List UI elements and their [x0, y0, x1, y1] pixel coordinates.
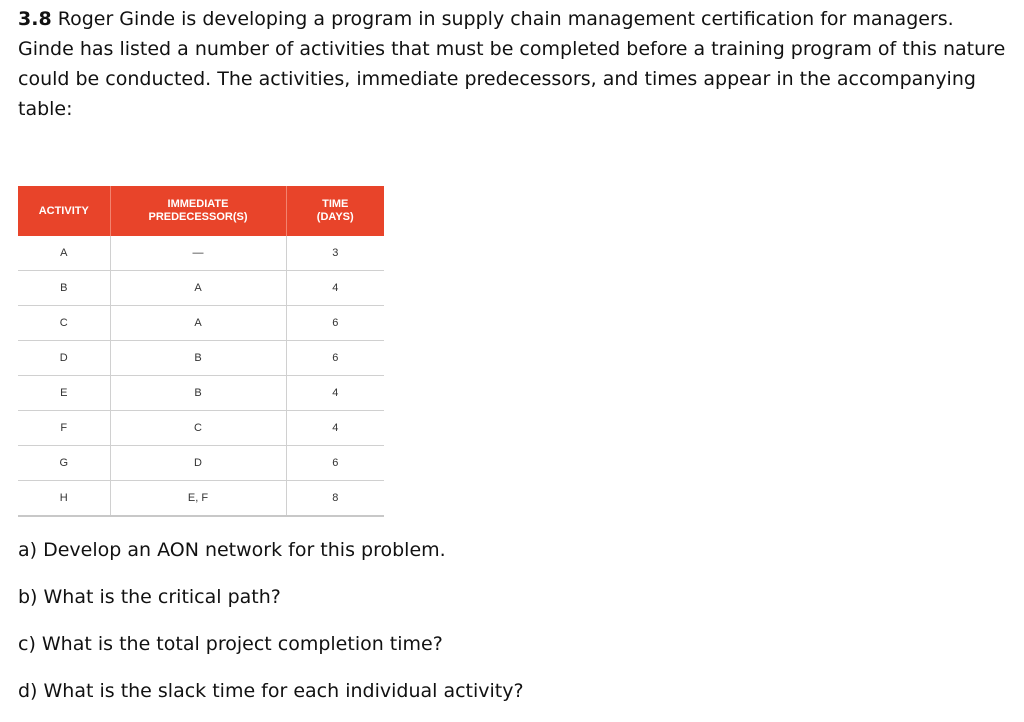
table-row — [18, 271, 384, 306]
problem-number: 3.8 — [18, 8, 52, 30]
table-row — [18, 446, 384, 481]
cell-activity: A — [18, 236, 110, 271]
header-time-line1: TIME — [322, 198, 349, 210]
problem-text: Roger Ginde is developing a program in supply chain management certification for managers. Ginde has listed a number of activities that must be completed before a training program of this nature could be conducted. The activities, immediate predecessors, and times appear in the accompanying table: — [18, 8, 1006, 120]
header-predecessors-line1: IMMEDIATE — [167, 198, 229, 210]
cell-time: 4 — [286, 376, 384, 411]
cell-predecessors: A — [110, 306, 286, 341]
cell-activity: F — [18, 411, 110, 446]
cell-activity: C — [18, 306, 110, 341]
header-activity — [18, 186, 110, 236]
cell-predecessors: B — [110, 341, 286, 376]
cell-activity: E — [18, 376, 110, 411]
cell-activity: G — [18, 446, 110, 481]
cell-time: 6 — [286, 446, 384, 481]
cell-activity: H — [18, 481, 110, 517]
cell-predecessors: C — [110, 411, 286, 446]
question-c: c) What is the total project completion time? — [18, 633, 443, 655]
cell-predecessors: A — [110, 271, 286, 306]
cell-time: 6 — [286, 306, 384, 341]
header-time — [286, 186, 384, 236]
table-row — [18, 411, 384, 446]
question-b: b) What is the critical path? — [18, 586, 281, 608]
table-row — [18, 236, 384, 271]
table-row — [18, 481, 384, 517]
cell-predecessors: E, F — [110, 481, 286, 517]
header-predecessors — [110, 186, 286, 236]
question-a: a) Develop an AON network for this problem. — [18, 539, 446, 561]
cell-time: 4 — [286, 271, 384, 306]
table-row — [18, 376, 384, 411]
header-time-line2: (DAYS) — [316, 211, 354, 223]
cell-time: 4 — [286, 411, 384, 446]
cell-predecessors: B — [110, 376, 286, 411]
cell-time: 6 — [286, 341, 384, 376]
cell-activity: D — [18, 341, 110, 376]
problem-statement — [18, 4, 1008, 124]
cell-predecessors: — — [110, 236, 286, 271]
cell-predecessors: D — [110, 446, 286, 481]
question-d: d) What is the slack time for each individual activity? — [18, 680, 524, 702]
table-header-row — [18, 186, 384, 236]
header-activity-label: ACTIVITY — [38, 204, 89, 217]
table-row — [18, 306, 384, 341]
header-predecessors-line2: PREDECESSOR(S) — [148, 211, 248, 223]
activity-table — [18, 186, 384, 517]
cell-time: 8 — [286, 481, 384, 517]
activity-table-container — [18, 186, 384, 517]
cell-time: 3 — [286, 236, 384, 271]
table-row — [18, 341, 384, 376]
cell-activity: B — [18, 271, 110, 306]
